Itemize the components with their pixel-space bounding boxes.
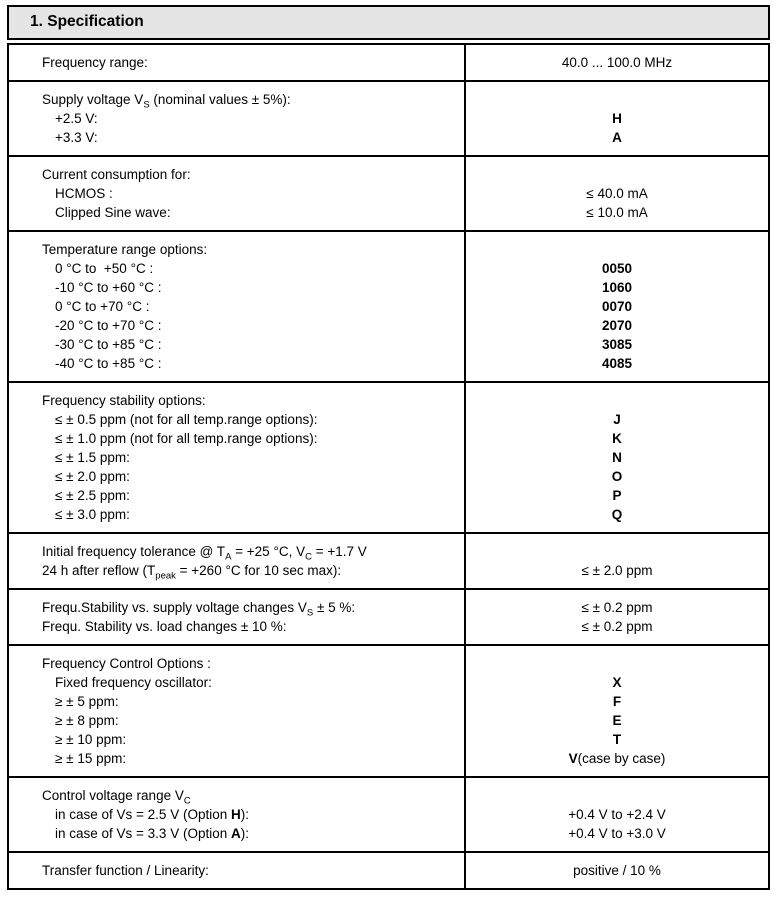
- spec-value: [470, 542, 764, 561]
- spec-value: X: [612, 675, 622, 690]
- spec-label: Current consumption for:: [42, 167, 191, 182]
- spec-row-current-consumption: [9, 155, 768, 230]
- spec-label: -40 °C to +85 °C :: [55, 356, 162, 371]
- spec-label: 0 °C to +50 °C :: [55, 261, 154, 276]
- spec-label: Transfer function / Linearity:: [42, 863, 209, 878]
- spec-value: [470, 165, 764, 184]
- spec-label: ≥ ± 8 ppm:: [55, 713, 119, 728]
- spec-row-control-voltage-range: [9, 776, 768, 851]
- spec-value: ≤ ± 0.2 ppm: [581, 619, 653, 634]
- section-header: [7, 5, 770, 40]
- value-cell: [466, 82, 768, 155]
- spec-row-supply-voltage: [9, 80, 768, 155]
- spec-value: T: [612, 732, 622, 747]
- spec-label: -30 °C to +85 °C :: [55, 337, 162, 352]
- spec-value: F: [612, 694, 622, 709]
- spec-label: ≥ ± 5 ppm:: [55, 694, 119, 709]
- spec-row-stability-vs-supply-and-load: [9, 588, 768, 644]
- spec-label: in case of Vs = 2.5 V (Option H):: [55, 807, 249, 822]
- parameter-cell: [9, 45, 466, 80]
- spec-label: ≤ ± 1.5 ppm:: [55, 450, 130, 465]
- spec-value: [470, 654, 764, 673]
- value-cell: [466, 45, 768, 80]
- parameter-cell: [9, 157, 466, 230]
- parameter-cell: [9, 534, 466, 588]
- spec-row-frequency-control-options: [9, 644, 768, 776]
- spec-value: ≤ ± 0.2 ppm: [581, 600, 653, 615]
- spec-label: ≥ ± 15 ppm:: [55, 751, 127, 766]
- value-cell: [466, 383, 768, 532]
- spec-label: Control voltage range $V_C$: [42, 788, 191, 807]
- spec-value: 0070: [601, 299, 633, 314]
- spec-value: +0.4 V to +2.4 V: [568, 807, 666, 822]
- value-cell: [466, 232, 768, 381]
- spec-value: E: [612, 713, 622, 728]
- spec-value: J: [613, 412, 621, 427]
- spec-label: ≤ ± 2.5 ppm:: [55, 488, 130, 503]
- parameter-cell: [9, 383, 466, 532]
- spec-label: Initial frequency tolerance @ $T_A = +25$ °C, $V_C = +1.7$ V: [42, 544, 367, 563]
- specification-page: [7, 5, 770, 890]
- value-cell: [466, 534, 768, 588]
- parameter-cell: [9, 82, 466, 155]
- spec-label: Clipped Sine wave:: [55, 205, 171, 220]
- spec-label: in case of Vs = 3.3 V (Option A):: [55, 826, 249, 841]
- spec-value: 0050: [601, 261, 633, 276]
- spec-value: ≤ 10.0 mA: [586, 205, 648, 220]
- spec-label: Frequency Control Options :: [42, 656, 211, 671]
- spec-value: 40.0 ... 100.0 MHz: [561, 55, 673, 70]
- spec-label: -10 °C to +60 °C :: [55, 280, 162, 295]
- spec-label: -20 °C to +70 °C :: [55, 318, 162, 333]
- spec-row-frequency-stability-options: [9, 381, 768, 532]
- spec-value: [470, 240, 764, 259]
- value-cell: [466, 157, 768, 230]
- spec-row-frequency-range: [9, 45, 768, 80]
- spec-label: Fixed frequency oscillator:: [55, 675, 212, 690]
- spec-label: ≤ ± 2.0 ppm:: [55, 469, 130, 484]
- spec-value: K: [612, 431, 622, 446]
- spec-row-temperature-range-options: [9, 230, 768, 381]
- spec-value: ≤ ± 2.0 ppm: [581, 563, 653, 578]
- spec-value: Q: [611, 507, 623, 522]
- spec-label: ≤ ± 0.5 ppm (not for all temp.range options):: [55, 412, 318, 427]
- spec-value: 4085: [601, 356, 633, 371]
- spec-label: Frequ.Stability vs. supply voltage changes $V_S \pm 5$ %:: [42, 600, 356, 619]
- spec-label: +2.5 V:: [55, 111, 98, 126]
- spec-value: H: [612, 111, 622, 126]
- spec-value: 3085: [601, 337, 633, 352]
- parameter-cell: [9, 232, 466, 381]
- spec-label: 24 h after reflow ($T_{peak} = +260$ °C for 10 sec max):: [42, 563, 342, 582]
- spec-value: A: [612, 130, 622, 145]
- parameter-cell: [9, 590, 466, 644]
- spec-row-transfer-function-linearity: [9, 851, 768, 888]
- spec-value: +0.4 V to +3.0 V: [568, 826, 666, 841]
- spec-value: N: [612, 450, 622, 465]
- spec-label: ≥ ± 10 ppm:: [55, 732, 127, 747]
- spec-label: Supply voltage $V_S$ (nominal values ± 5%):: [42, 92, 291, 111]
- value-cell: [466, 590, 768, 644]
- spec-label: Temperature range options:: [42, 242, 208, 257]
- parameter-cell: [9, 646, 466, 776]
- specification-table: [7, 43, 770, 890]
- spec-label: +3.3 V:: [55, 130, 98, 145]
- spec-value: 1060: [601, 280, 633, 295]
- parameter-cell: [9, 778, 466, 851]
- spec-value: positive / 10 %: [573, 863, 661, 878]
- value-cell: [466, 778, 768, 851]
- spec-value: ≤ 40.0 mA: [586, 186, 648, 201]
- spec-label: 0 °C to +70 °C :: [55, 299, 150, 314]
- spec-label: Frequency range:: [42, 55, 148, 70]
- spec-label: HCMOS :: [55, 186, 113, 201]
- spec-value: [470, 90, 764, 109]
- spec-row-initial-frequency-tolerance: [9, 532, 768, 588]
- value-cell: [466, 646, 768, 776]
- spec-label: Frequ. Stability vs. load changes ± 10 %:: [42, 619, 287, 634]
- spec-label: ≤ ± 1.0 ppm (not for all temp.range options):: [55, 431, 318, 446]
- section-title: 1. Specification: [30, 13, 144, 30]
- spec-value: V(case by case): [568, 751, 666, 766]
- spec-value: 2070: [601, 318, 633, 333]
- spec-value: [470, 391, 764, 410]
- value-cell: [466, 853, 768, 888]
- spec-value: O: [611, 469, 623, 484]
- spec-value: P: [612, 488, 622, 503]
- spec-value: [470, 786, 764, 805]
- parameter-cell: [9, 853, 466, 888]
- spec-label: Frequency stability options:: [42, 393, 206, 408]
- spec-label: ≤ ± 3.0 ppm:: [55, 507, 130, 522]
